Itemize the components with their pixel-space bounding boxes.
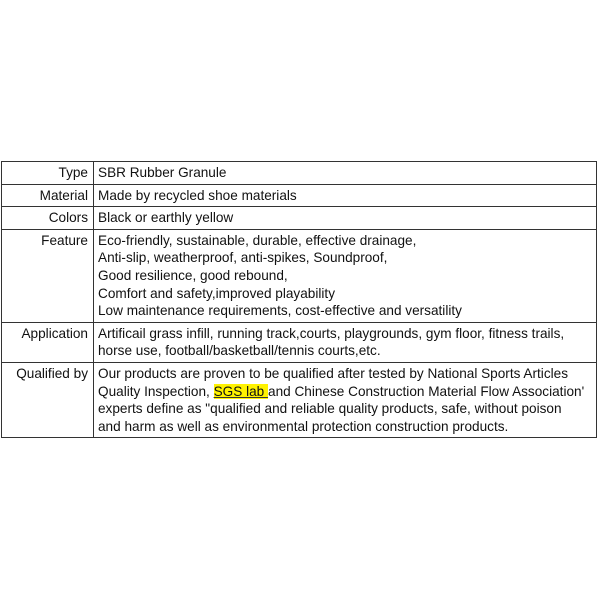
row-value — [94, 162, 597, 185]
row-value — [94, 229, 597, 322]
row-label: Qualified by — [2, 362, 94, 437]
table-row-feature — [2, 229, 597, 322]
table-row-colors — [2, 207, 597, 230]
row-value — [94, 362, 597, 437]
row-label: Application — [2, 322, 94, 362]
value-line: Made by recycled shoe materials — [98, 187, 297, 203]
value-line: Eco-friendly, sustainable, durable, effective drainage, — [98, 232, 417, 248]
row-label: Type — [2, 162, 94, 185]
value-line: Good resilience, good rebound, — [98, 267, 288, 283]
row-label: Feature — [2, 229, 94, 322]
value-text: and Chinese Construction Material Flow Association' — [268, 383, 585, 399]
row-value — [94, 184, 597, 207]
table-row-application — [2, 322, 597, 362]
table-row-qualified-by — [2, 362, 597, 437]
highlighted-text: SGS lab — [213, 383, 269, 399]
value-line — [98, 383, 591, 401]
value-line: horse use, football/basketball/tennis courts,etc. — [98, 343, 381, 359]
table-row-material — [2, 184, 597, 207]
value-line: Our products are proven to be qualified after tested by National Sports Articles — [98, 365, 568, 381]
value-line: Low maintenance requirements, cost-effective and versatility — [98, 303, 462, 319]
spec-table — [1, 161, 597, 438]
row-value — [94, 207, 597, 230]
value-line: Comfort and safety,improved playability — [98, 285, 335, 301]
value-line: experts define as "qualified and reliable quality products, safe, without poison — [98, 401, 562, 417]
value-text: Quality Inspection, — [98, 383, 214, 399]
row-value — [94, 322, 597, 362]
value-line: Anti-slip, weatherproof, anti-spikes, Soundproof, — [98, 250, 388, 266]
row-label: Material — [2, 184, 94, 207]
value-line: SBR Rubber Granule — [98, 165, 227, 180]
row-label: Colors — [2, 207, 94, 230]
value-line: and harm as well as environmental protection construction products. — [98, 418, 509, 434]
value-line: Black or earthly yellow — [98, 210, 234, 226]
table-row-type — [2, 162, 597, 185]
value-line: Artificail grass infill, running track,courts, playgrounds, gym floor, fitness trails, — [98, 325, 565, 341]
